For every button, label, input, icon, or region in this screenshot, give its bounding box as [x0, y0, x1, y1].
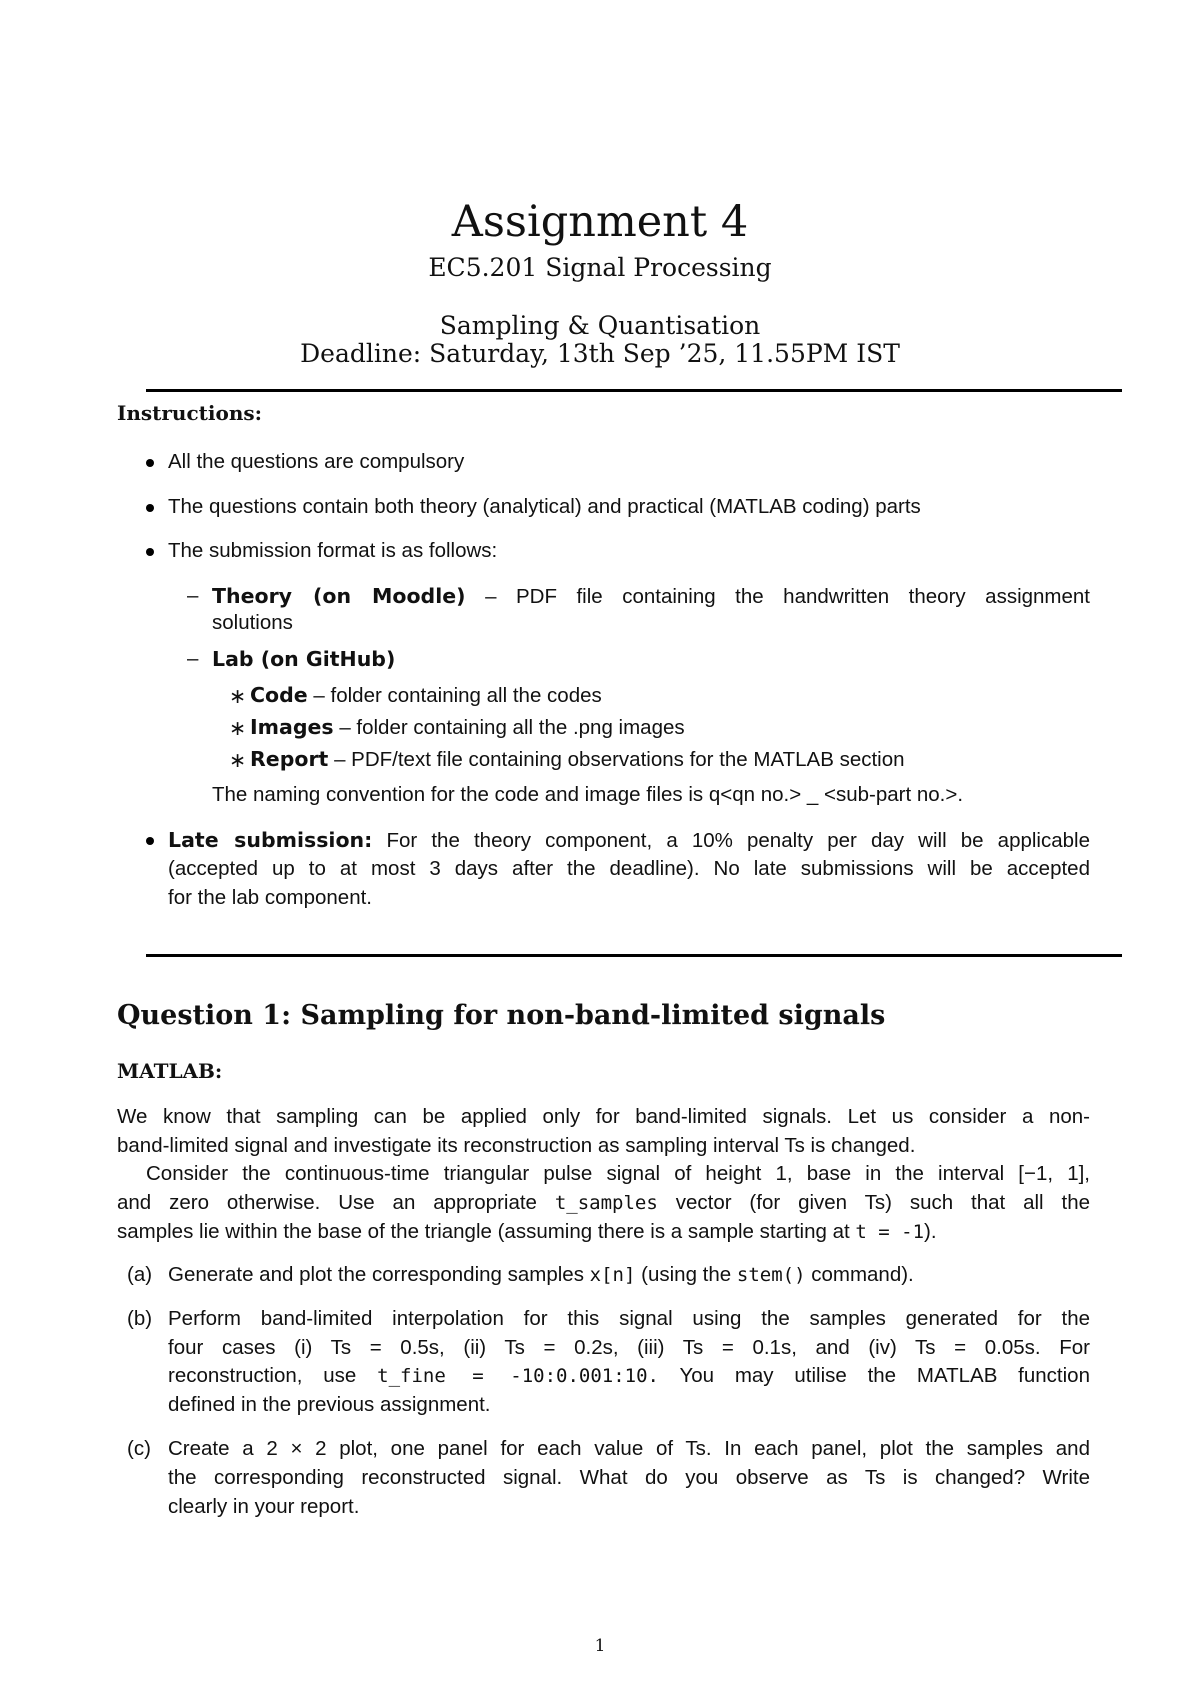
star-icon: ∗ [229, 685, 247, 708]
report-text: – PDF/text file containing observations for the MATLAB section [334, 748, 905, 771]
page-number: 1 [594, 1636, 606, 1656]
paragraph-2-line-3: samples lie within the base of the triangle (assuming there is a sample starting at t = -1). [117, 1220, 937, 1243]
paragraph-2-line-2: and zero otherwise. Use an appropriate t_samples vector (for given Ts) such that all the [117, 1191, 1091, 1214]
images-text: – folder containing all the .png images [339, 716, 685, 739]
course-name: EC5.201 Signal Processing [428, 253, 772, 282]
theory-text: – PDF file containing the handwritten theory assignment [485, 585, 1090, 608]
report-item [250, 745, 905, 774]
theory-label: Theory (on Moodle) [212, 584, 466, 608]
xn-code: x[n] [589, 1264, 636, 1286]
dash-icon: – [187, 584, 199, 607]
part-b-line-4: defined in the previous assignment. [168, 1393, 491, 1416]
theory-item [212, 582, 1090, 611]
bullet-icon [146, 837, 154, 845]
matlab-heading: MATLAB: [117, 1059, 223, 1083]
topic: Sampling & Quantisation [439, 311, 761, 340]
t-fine-code: t_fine = -10:0.001:10. [377, 1365, 659, 1387]
code-text: – folder containing all the codes [313, 684, 602, 707]
question-1-title: Question 1: Sampling for non-band-limited signals [117, 1000, 886, 1031]
lab-label: Lab (on GitHub) [212, 647, 396, 671]
bottom-rule [146, 954, 1122, 957]
report-label: Report [250, 747, 329, 771]
part-b-line-3: reconstruction, use t_fine = -10:0.001:10. You may utilise the MATLAB function [168, 1364, 1090, 1387]
part-c-line-3: clearly in your report. [168, 1495, 360, 1518]
part-c-line-2: the corresponding reconstructed signal. What do you observe as Ts is changed? Write [168, 1466, 1090, 1489]
instructions-heading: Instructions: [117, 401, 263, 425]
paragraph-1-line-1: We know that sampling can be applied only for band-limited signals. Let us consider a non- [117, 1105, 1090, 1128]
t-start-code: t = -1 [855, 1221, 925, 1243]
part-b-line-1: Perform band-limited interpolation for this signal using the samples generated for the [168, 1307, 1090, 1330]
code-label: Code [250, 683, 308, 707]
theory-text-cont: solutions [212, 611, 293, 634]
instruction-parts: The questions contain both theory (analytical) and practical (MATLAB coding) parts [168, 495, 921, 518]
part-b-line-2: four cases (i) Ts = 0.5s, (ii) Ts = 0.2s, (iii) Ts = 0.1s, and (iv) Ts = 0.05s. For [168, 1336, 1090, 1359]
star-icon: ∗ [229, 717, 247, 740]
part-c-line-1: Create a 2 × 2 plot, one panel for each value of Ts. In each panel, plot the samples and [168, 1437, 1090, 1460]
late-submission-line-3: for the lab component. [168, 886, 372, 909]
late-submission-line-1: Late submission: For the theory component, a 10% penalty per day will be applicable [168, 828, 1090, 852]
late-submission-line-2: (accepted up to at most 3 days after the deadline). No late submissions will be accepted [168, 857, 1090, 880]
top-rule [146, 389, 1122, 392]
star-icon: ∗ [229, 749, 247, 772]
late-label: Late submission: [168, 828, 373, 852]
dash-icon: – [187, 647, 199, 670]
part-c-label: (c) [127, 1437, 151, 1460]
bullet-icon [146, 504, 154, 512]
lab-item [212, 645, 395, 674]
paragraph-1-line-2: band-limited signal and investigate its reconstruction as sampling interval Ts is changed. [117, 1134, 916, 1157]
bullet-icon [146, 459, 154, 467]
deadline: Deadline: Saturday, 13th Sep ’25, 11.55PM IST [300, 339, 900, 368]
assignment-title: Assignment 4 [451, 197, 749, 247]
instruction-format: The submission format is as follows: [168, 539, 498, 562]
instruction-compulsory: All the questions are compulsory [168, 450, 465, 473]
bullet-icon [146, 548, 154, 556]
stem-code: stem() [736, 1264, 806, 1286]
paragraph-2-line-1: Consider the continuous-time triangular pulse signal of height 1, base in the interval [−1, 1], [146, 1162, 1090, 1185]
part-a-label: (a) [127, 1263, 153, 1286]
naming-convention: The naming convention for the code and image files is q<qn no.> _ <sub-part no.>. [212, 783, 964, 806]
images-item [250, 713, 685, 742]
images-label: Images [250, 715, 334, 739]
part-b-label: (b) [127, 1307, 153, 1330]
t-samples-code: t_samples [554, 1192, 658, 1214]
part-a-text: Generate and plot the corresponding samples x[n] (using the stem() command). [168, 1263, 914, 1286]
code-item [250, 681, 602, 710]
